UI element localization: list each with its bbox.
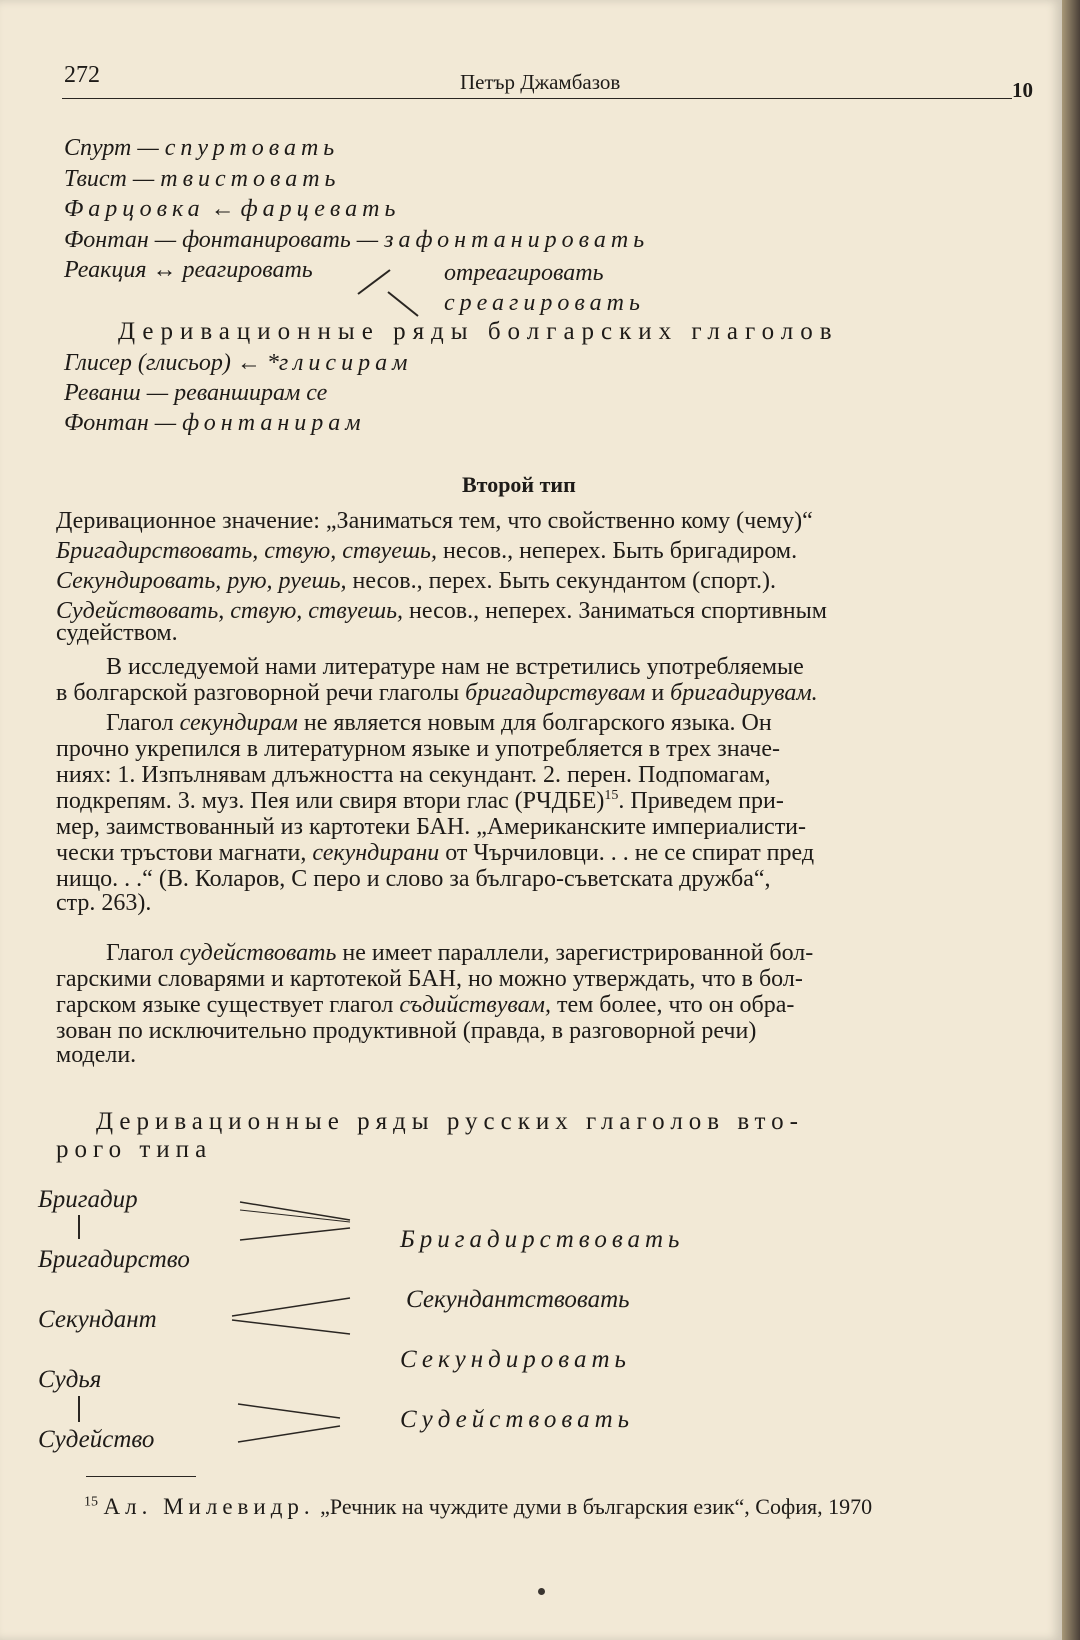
footnote-rule xyxy=(86,1476,196,1477)
para2-line3: ниях: 1. Изпълнявам длъжността на секундант. 2. перен. Подпомагам, xyxy=(56,762,771,788)
word-derived: зафонтанировать xyxy=(384,227,650,253)
headword: Секундировать, рую, руешь, xyxy=(56,568,347,594)
word-base: Спурт — xyxy=(64,135,159,161)
left-word-3: Секундант xyxy=(38,1306,157,1333)
right-word-1: Бригадирствовать xyxy=(400,1226,685,1253)
vertical-link xyxy=(78,1396,80,1422)
corner-mark: 10 xyxy=(1012,78,1033,102)
left-word-5: Судейство xyxy=(38,1426,155,1453)
text-run: в болгарской разговорной речи глаголы xyxy=(56,680,466,706)
page-number: 272 xyxy=(64,62,100,88)
footnote-number: 15 xyxy=(84,1494,98,1510)
text-run: от Чърчиловци. . . не се спират пред xyxy=(439,840,815,866)
branch-down-line xyxy=(388,292,418,316)
para1-line2 xyxy=(56,680,1026,707)
footnote-author: Ал. Милевидр. xyxy=(103,1494,315,1519)
text-run: чески тръстови магнати, xyxy=(56,840,313,866)
definition-line: Деривационное значение: „Заниматься тем, что свойственно кому (чему)“ xyxy=(56,508,813,534)
term: секундирани xyxy=(312,840,440,866)
right-word-4: Судействовать xyxy=(400,1406,635,1433)
footnote xyxy=(84,1494,872,1520)
text-run: не имеет параллели, зарегистрированной бол- xyxy=(336,940,814,966)
link-sudeistvo xyxy=(238,1426,340,1442)
left-word-4: Судья xyxy=(38,1366,102,1393)
word-derived-2: среагировать xyxy=(444,290,645,316)
series1-line8: Реванш — реванширам се xyxy=(64,380,328,406)
definition-sekundirovat xyxy=(56,568,1026,595)
word-base: Глисер (глисьор) ← * xyxy=(64,350,279,376)
term: судействовать xyxy=(179,940,337,966)
para3-line5: модели. xyxy=(56,1042,137,1068)
text-run: не является новым для болгарского языка. Он xyxy=(297,710,772,736)
series1-line9 xyxy=(64,410,1034,437)
word-base: Твист — xyxy=(64,166,155,192)
headword: Судействовать, ствую, ствуешь, xyxy=(56,598,403,624)
text-run: Глагол xyxy=(106,940,180,966)
term: бригадирствувам xyxy=(465,680,646,706)
link-sekundant-up xyxy=(232,1298,350,1316)
para2-line7: нищо. . .“ (В. Коларов, С перо и слово за българо-съветската дружба“, xyxy=(56,866,771,892)
definition-continued: судейством. xyxy=(56,620,178,646)
left-word-2: Бригадирство xyxy=(38,1246,190,1273)
word-base: Фарцовка xyxy=(64,196,205,222)
page-speck xyxy=(538,1588,545,1595)
para2-line5: мер, заимствованный из картотеки БАН. „Американските империалисти- xyxy=(56,814,807,840)
word-derived: фонтанирам xyxy=(182,410,366,436)
term: секундирам xyxy=(179,710,298,736)
vertical-link xyxy=(78,1215,80,1239)
definition-brigadirstvovat xyxy=(56,538,1026,565)
para2-line6 xyxy=(56,840,1026,867)
para1-line1: В исследуемой нами литературе нам не встретились употребляемые xyxy=(106,654,804,680)
left-word-1: Бригадир xyxy=(38,1186,138,1213)
running-title: Петър Джамбазов xyxy=(460,70,621,94)
word-derived: спуртовать xyxy=(164,135,340,161)
arrow-left-icon: ← xyxy=(210,196,235,222)
link-brigadir-2 xyxy=(240,1210,350,1222)
text-run: и xyxy=(645,680,671,706)
text-run: подкрепям. 3. муз. Пея или свиря втори глас (РЧДБЕ) xyxy=(56,788,605,814)
section-title: Второй тип xyxy=(462,472,576,497)
para3-line2: гарскими словарями и картотекой БАН, но можно утверждать, что в бол- xyxy=(56,966,803,992)
text-run: Глагол xyxy=(106,710,180,736)
link-brigadir xyxy=(240,1202,350,1220)
link-sudya xyxy=(238,1404,340,1418)
term: съдийствувам, xyxy=(399,992,551,1018)
right-word-2: Секундантствовать xyxy=(406,1286,630,1313)
headword: Бригадирствовать, ствую, ствуешь, xyxy=(56,538,437,564)
word-base: Фонтан — фонтанировать — xyxy=(64,227,379,253)
para3-line1 xyxy=(106,940,1076,967)
text-run: . Приведем при- xyxy=(618,788,784,814)
right-word-3: Секундировать xyxy=(400,1346,631,1373)
link-sekundant-down xyxy=(232,1320,350,1334)
para3-line4: зован по исключительно продуктивной (правда, в разговорной речи) xyxy=(56,1018,757,1044)
gloss: несов., неперех. Быть бригадиром. xyxy=(436,538,798,564)
term: бригадирувам. xyxy=(670,680,818,706)
para2-line2: прочно укрепился в литературном языке и употребляется в трех значе- xyxy=(56,736,780,762)
gloss: несов., неперех. Заниматься спортивным xyxy=(403,598,827,624)
footnote-text: „Речник на чуждите думи в българския език“, София, 1970 xyxy=(320,1494,873,1519)
footnote-ref[interactable]: 15 xyxy=(604,788,619,803)
text-run: гарском языке существует глагол xyxy=(56,992,400,1018)
gloss: несов., перех. Быть секундантом (спорт.). xyxy=(346,568,777,594)
para3-line3 xyxy=(56,992,1026,1019)
word-derived: фарцевать xyxy=(240,196,401,222)
word-derived: глисирам xyxy=(278,350,413,376)
branch-up-line xyxy=(358,270,390,294)
word-base: Реакция ↔ реагировать xyxy=(64,257,313,283)
word-base: Фонтан — xyxy=(64,410,177,436)
bulgarian-series-heading: Деривационные ряды болгарских глаголов xyxy=(118,318,839,345)
russian-series-heading-cont: рого типа xyxy=(56,1136,213,1163)
para2-line1 xyxy=(106,710,1076,737)
para2-line4 xyxy=(56,788,1026,815)
word-derived-1: отреагировать xyxy=(444,260,604,286)
para2-line8: стр. 263). xyxy=(56,890,152,916)
link-brigadirstvo xyxy=(240,1228,350,1240)
russian-series-heading: Деривационные ряды русских глаголов вто- xyxy=(96,1108,804,1135)
word-derived: твистовать xyxy=(160,166,341,192)
text-run: тем более, что он обра- xyxy=(550,992,795,1018)
series1-line7 xyxy=(64,350,1034,377)
